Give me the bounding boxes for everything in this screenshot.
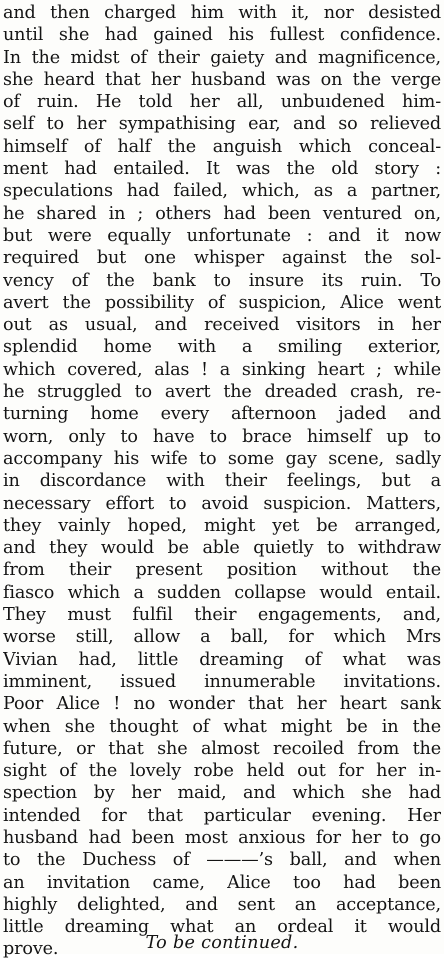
text-line: They must fulfil their engagements, and,	[3, 605, 441, 626]
text-line: highly delighted, and sent an acceptance,	[3, 894, 441, 915]
text-line: Poor Alice ! no wonder that her heart sank	[3, 694, 441, 715]
text-line: but were equally unfortunate : and it now	[3, 225, 441, 246]
text-line: which covered, alas ! a sinking heart ; while	[3, 359, 441, 380]
text-line: sight of the lovely robe held out for her in-	[3, 761, 441, 782]
text-line: little dreaming what an ordeal it would	[3, 917, 441, 938]
text-line: required but one whisper against the sol-	[3, 248, 441, 269]
text-line: from their present position without the	[3, 560, 441, 581]
to-be-continued-note: To be continued.	[145, 933, 299, 953]
text-line-last: prove.	[3, 939, 59, 960]
text-line: and they would be able quietly to withdraw	[3, 538, 441, 559]
text-line: spection by her maid, and which she had	[3, 783, 441, 804]
text-line: out as usual, and received visitors in her	[3, 315, 441, 336]
text-line: splendid home with a smiling exterior,	[3, 337, 441, 358]
text-line: an invitation came, Alice too had been	[3, 872, 441, 893]
text-line: imminent, issued innumerable invitations.	[3, 671, 441, 692]
text-line: until she had gained his fullest confidence.	[3, 25, 441, 46]
text-line: himself of half the anguish which conceal-	[3, 136, 441, 157]
text-line: worse still, allow a ball, for which Mrs	[3, 627, 441, 648]
text-line: avert the possibility of suspicion, Alice went	[3, 292, 441, 313]
text-line: she heard that her husband was on the verge	[3, 69, 441, 90]
text-line: future, or that she almost recoiled from the	[3, 738, 441, 759]
text-line: they vainly hoped, might yet be arranged,	[3, 515, 441, 536]
text-line: speculations had failed, which, as a partner,	[3, 181, 441, 202]
text-line: fiasco which a sudden collapse would entail.	[3, 582, 441, 603]
text-line: he struggled to avert the dreaded crash, re-	[3, 382, 441, 403]
text-line: ment had entailed. It was the old story :	[3, 159, 441, 180]
text-line: when she thought of what might be in the	[3, 716, 441, 737]
text-line: accompany his wife to some gay scene, sadly	[3, 448, 441, 469]
text-line: to the Duchess of ———’s ball, and when	[3, 850, 441, 871]
article-column	[3, 2, 441, 961]
text-line: intended for that particular evening. Her	[3, 805, 441, 826]
text-line: he shared in ; others had been ventured on,	[3, 203, 441, 224]
text-line: turning home every afternoon jaded and	[3, 404, 441, 425]
text-line: In the midst of their gaiety and magnificence,	[3, 47, 441, 68]
text-line: vency of the bank to insure its ruin. To	[3, 270, 441, 291]
text-line: self to her sympathising ear, and so relieved	[3, 114, 441, 135]
text-line: and then charged him with it, nor desisted	[3, 3, 441, 23]
text-line: of ruin. He told her all, unbuıdened him-	[3, 92, 441, 113]
text-line: worn, only to have to brace himself up to	[3, 426, 441, 447]
text-line: necessary effort to avoid suspicion. Matters,	[3, 493, 441, 514]
text-line: in discordance with their feelings, but a	[3, 471, 441, 492]
text-line: Vivian had, little dreaming of what was	[3, 649, 441, 670]
text-line: husband had been most anxious for her to go	[3, 827, 441, 848]
